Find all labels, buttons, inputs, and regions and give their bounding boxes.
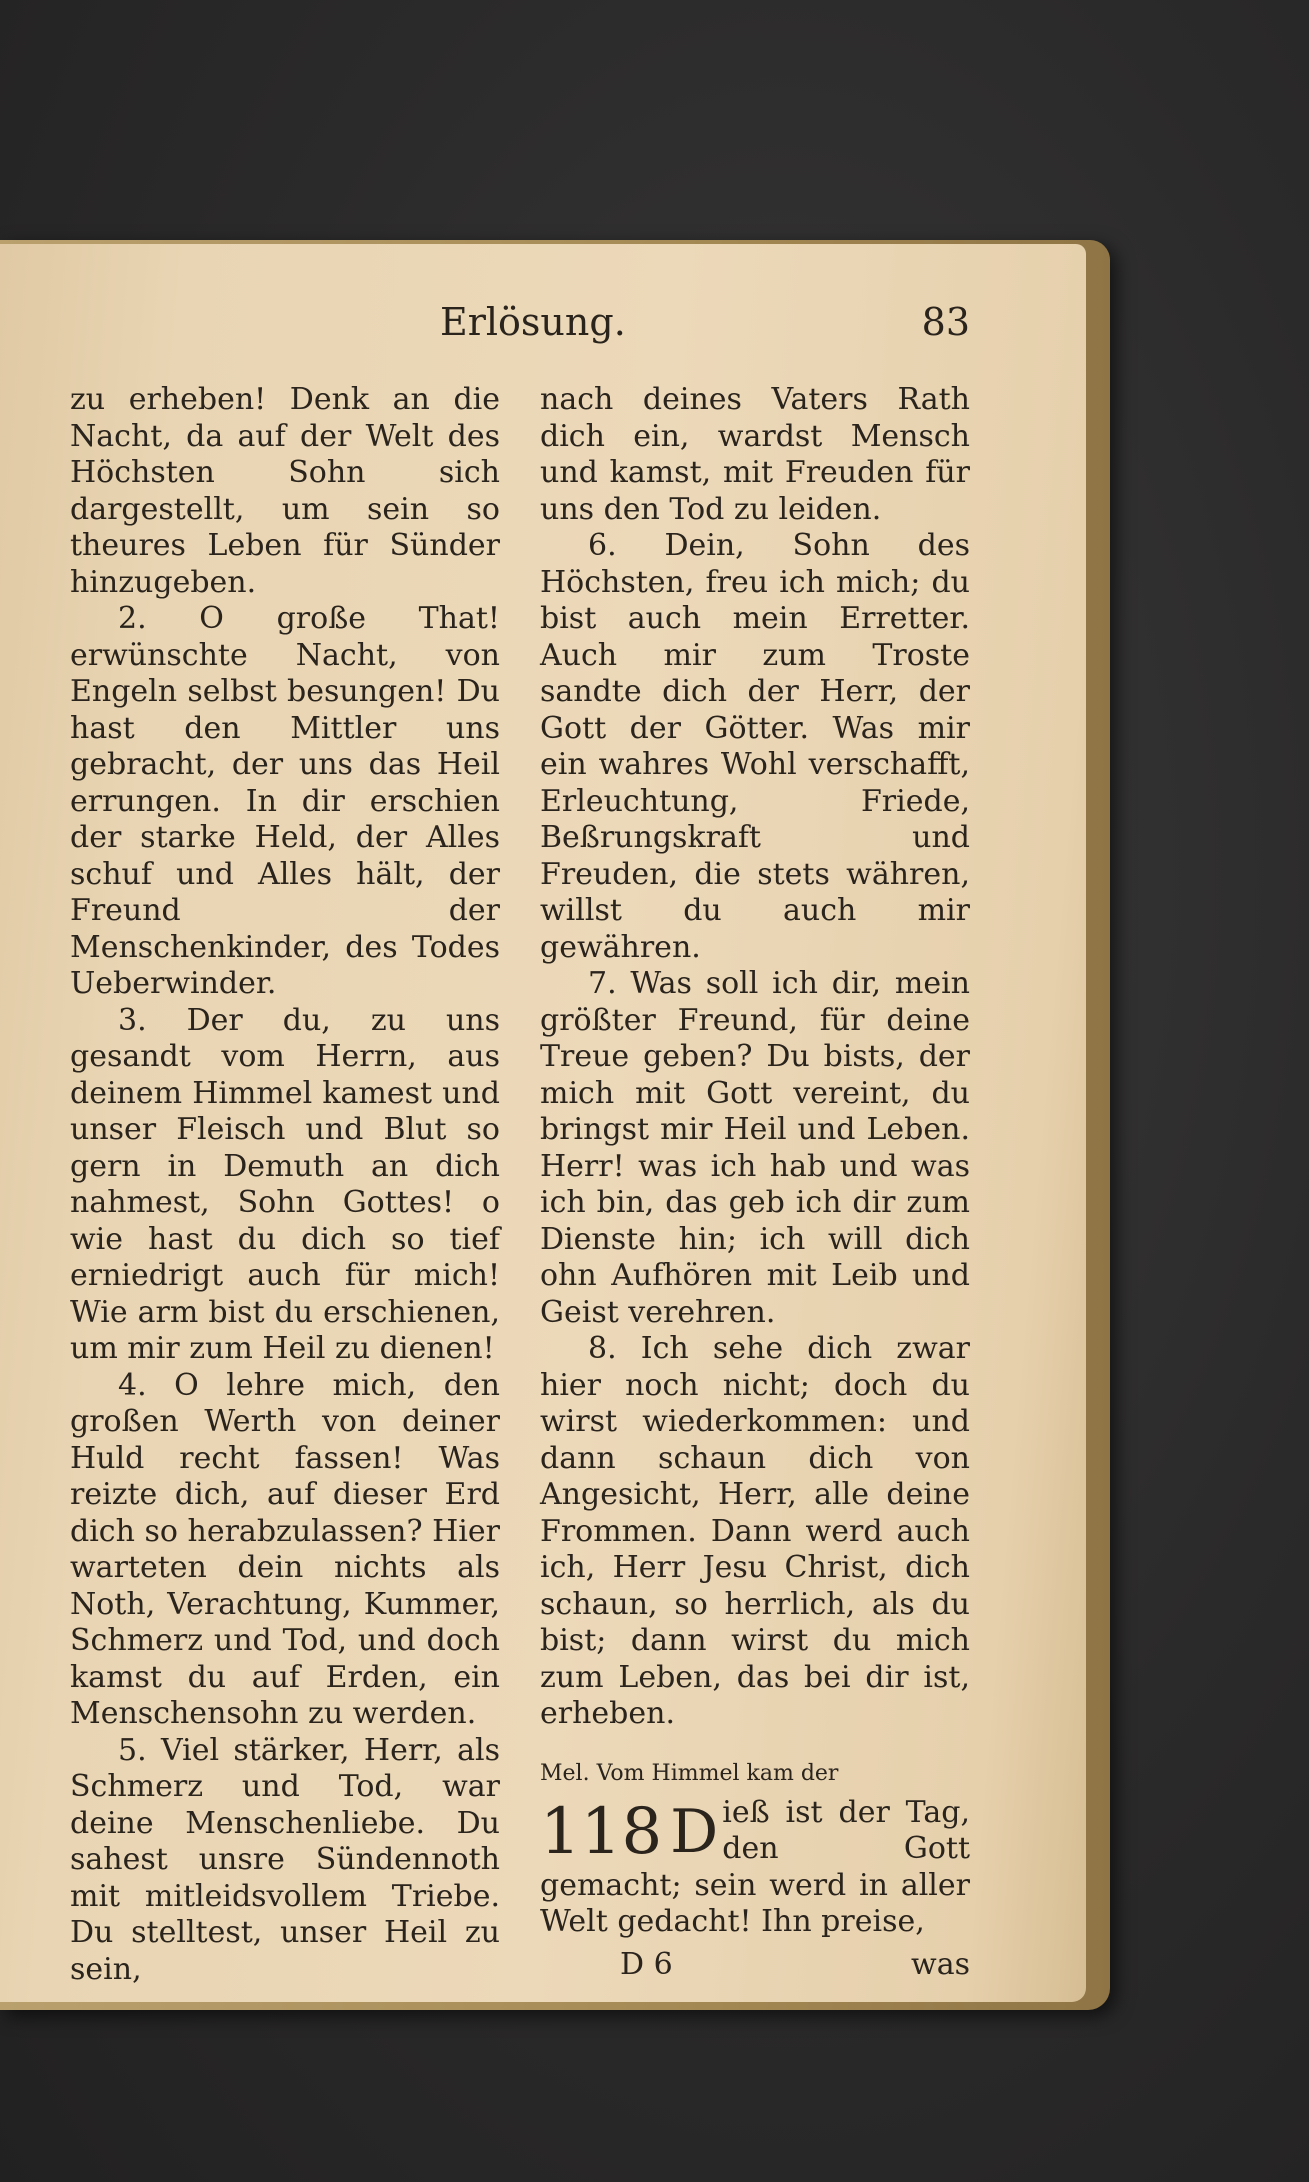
left-verse-3: 3. Der du, zu uns gesandt vom Herrn, aus deinem Himmel kamest und unser Fleisch und Blut so gern in Demuth an dich nahmest, Sohn Gottes! o wie hast du dich so tief erniedrigt auch für mich! Wie arm bist du erschienen, um mir zum Heil zu dienen! bbox=[70, 1002, 500, 1366]
hymn-melody-line: Mel. Vom Himmel kam der bbox=[540, 1760, 839, 1786]
right-verse-continuation: nach deines Vaters Rath dich ein, wardst Mensch und kamst, mit Freuden für uns den Tod zu leiden. bbox=[540, 382, 970, 527]
right-verse-6: 6. Dein, Sohn des Höchsten, freu ich mich; du bist auch mein Erretter. Auch mir zum Troste sandte dich der Herr, der Gott der Götter. Was mir ein wahres Wohl verschafft, Erleuchtung, Friede, Beßrungskraft und Freuden, die stets währen, willst du auch mir gewähren. bbox=[540, 528, 970, 965]
hymn-118 bbox=[540, 1795, 970, 1941]
left-verse-5: 5. Viel stärker, Herr, als Schmerz und Tod, war deine Menschenliebe. Du sahest unsre Sündennoth mit mitleidsvollem Triebe. Du stelltest, unser Heil zu sein, bbox=[70, 1732, 500, 1987]
page-number: 83 bbox=[921, 300, 970, 344]
running-header bbox=[70, 300, 970, 360]
left-verse-4: 4. O lehre mich, den großen Werth von deiner Huld recht fassen! Was reizte dich, auf dieser Erd dich so herabzulassen? Hier warteten dein nichts als Noth, Verachtung, Kummer, Schmerz und Tod, und doch kamst du auf Erden, ein Menschensohn zu werden. bbox=[70, 1367, 500, 1731]
hymn-first-lines: ieß ist der Tag, den Gott gemacht; sein werd in aller Welt gedacht! Ihn preise, bbox=[540, 1794, 970, 1939]
left-verse-continuation: zu erheben! Denk an die Nacht, da auf der Welt des Höchsten Sohn sich dargestellt, um sein so theures Leben für Sünder hinzugeben. bbox=[70, 382, 500, 600]
page-footer bbox=[540, 1947, 970, 1987]
left-verse-2: 2. O große That! erwünschte Nacht, von Engeln selbst besungen! Du hast den Mittler uns gebracht, der uns das Heil errungen. In dir erschien der starke Held, der Alles schuf und Alles hält, der Freund der Menschenkinder, des Todes Ueberwinder. bbox=[70, 601, 500, 1001]
right-column bbox=[540, 382, 970, 1987]
right-verse-7: 7. Was soll ich dir, mein größter Freund, für deine Treue geben? Du bists, der mich mit Gott vereint, du bringst mir Heil und Leben. Herr! was ich hab und was ich bin, das geb ich dir zum Dienste hin; ich will dich ohn Aufhören mit Leib und Geist verehren. bbox=[540, 966, 970, 1330]
left-column bbox=[70, 382, 500, 1988]
hymn-drop-cap: D bbox=[670, 1796, 719, 1867]
hymn-number: 118 bbox=[540, 1794, 663, 1869]
signature-mark: D 6 bbox=[620, 1946, 673, 1982]
right-verse-8: 8. Ich sehe dich zwar hier noch nicht; doch du wirst wiederkommen: und dann schaun dich von Angesicht, Herr, alle deine Frommen. Dann werd auch ich, Herr Jesu Christ, dich schaun, so herrlich, als du bist; dann wirst du mich zum Leben, das bei dir ist, erheben. bbox=[540, 1331, 970, 1731]
running-title: Erlösung. bbox=[440, 300, 626, 344]
catchword: was bbox=[911, 1946, 970, 1982]
